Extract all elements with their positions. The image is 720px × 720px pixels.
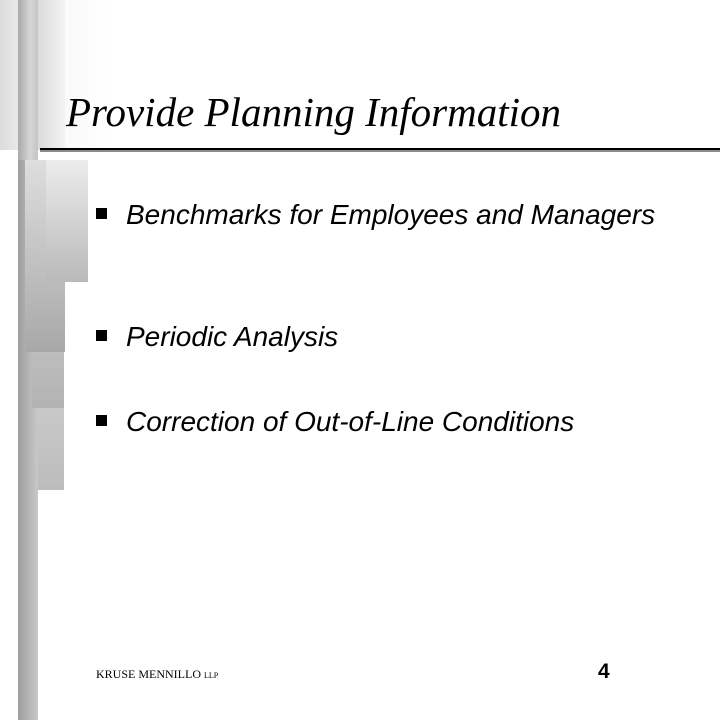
square-bullet-icon (96, 415, 107, 426)
page-number: 4 (598, 660, 610, 683)
square-bullet-icon (96, 330, 107, 341)
firm-suffix: LLP (204, 671, 219, 680)
bullet-text: Benchmarks for Employees and Managers (126, 199, 656, 230)
footer-firm-name (96, 667, 218, 682)
decorative-bar (46, 160, 88, 282)
title-divider-shadow (40, 150, 720, 152)
square-bullet-icon (96, 208, 107, 219)
bullet-text: Periodic Analysis (126, 321, 339, 352)
firm-name: KRUSE MENNILLO (96, 667, 201, 681)
bullet-text: Correction of Out-of-Line Conditions (126, 406, 575, 437)
slide-title: Provide Planning Information (66, 89, 561, 135)
